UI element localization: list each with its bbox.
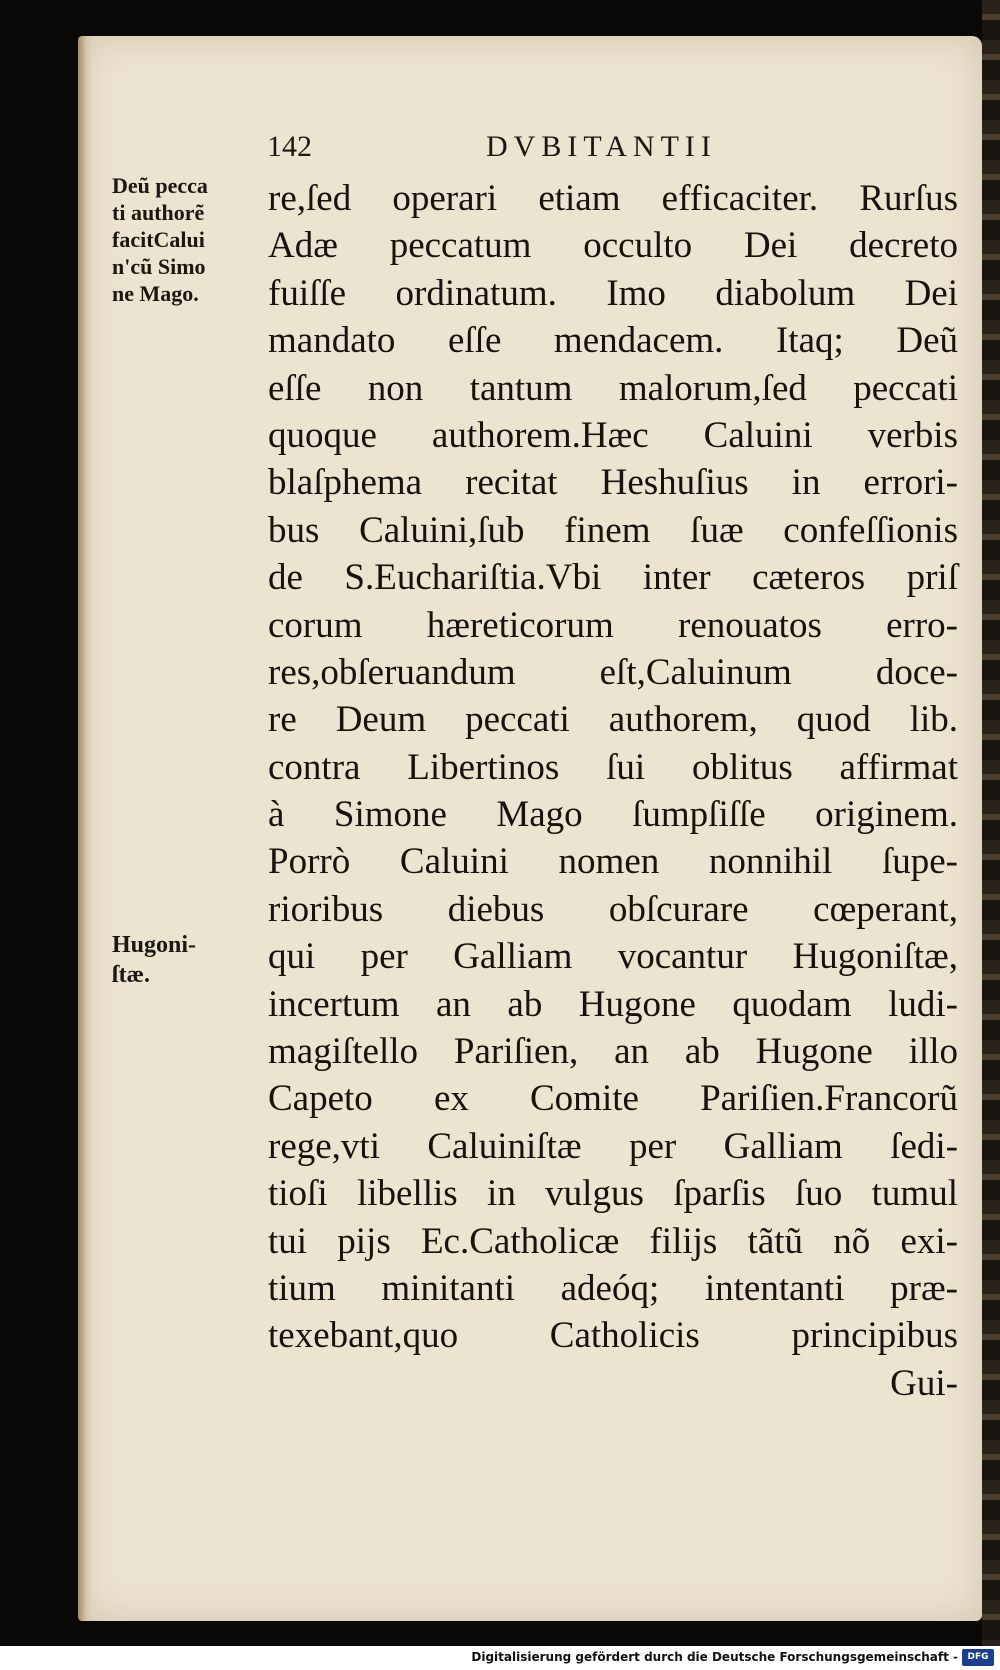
marginal-note-2 — [112, 930, 196, 990]
book-edge — [982, 0, 1000, 1646]
text-line: blaſphema recitat Heshuſius in errori- — [268, 462, 958, 504]
marginal-line: ne Mago. — [112, 281, 199, 306]
marginal-line: ſtæ. — [112, 962, 150, 988]
catchword: Gui- — [890, 1362, 958, 1404]
text-line: Capeto ex Comite Pariſien.Francorũ — [268, 1078, 958, 1120]
footer-credit: Digitalisierung gefördert durch die Deutsche Forschungsgemeinschaft - — [471, 1650, 958, 1664]
text-line: re Deum peccati authorem, quod lib. — [268, 699, 958, 741]
text-line: tui pijs Ec.Catholicæ filijs tãtũ nõ exi- — [268, 1220, 958, 1262]
text-line: texebant,quo Catholicis principibus — [268, 1315, 958, 1357]
page-number: 142 — [267, 130, 312, 163]
text-line: fuiſſe ordinatum. Imo diabolum Dei — [268, 272, 958, 314]
marginal-note-1 — [112, 172, 208, 307]
text-line: bus Caluini,ſub finem ſuæ confeſſionis — [268, 509, 958, 551]
dfg-logo: DFG — [962, 1649, 994, 1666]
text-line: res,obſeruandum eſt,Caluinum doce- — [268, 651, 958, 693]
running-head — [0, 130, 1000, 170]
marginal-line: Hugoni- — [112, 932, 197, 958]
text-line: incertum an ab Hugone quodam ludi- — [268, 983, 958, 1025]
text-line: Porrò Caluini nomen nonnihil ſupe- — [268, 841, 958, 883]
text-line: corum hæreticorum renouatos erro- — [268, 604, 958, 646]
text-line: magiſtello Pariſien, an ab Hugone illo — [268, 1031, 958, 1073]
text-line: mandato eſſe mendacem. Itaq; Deũ — [268, 320, 958, 362]
marginal-line: facitCalui — [112, 227, 205, 252]
text-line: à Simone Mago ſumpſiſſe originem. — [268, 794, 958, 836]
text-line: rege,vti Caluiniſtæ per Galliam ſedi- — [268, 1125, 958, 1167]
text-line: Adæ peccatum occulto Dei decreto — [268, 225, 958, 267]
marginal-line: Deũ pecca — [112, 173, 208, 198]
digitization-footer — [0, 1646, 1000, 1670]
text-line: tioſi libellis in vulgus ſparſis ſuo tumul — [268, 1173, 958, 1215]
body-text — [268, 175, 958, 1407]
running-title: DVBITANTII — [486, 130, 717, 163]
text-line: eſſe non tantum malorum,ſed peccati — [268, 367, 958, 409]
text-line: rioribus diebus obſcurare cœperant, — [268, 888, 958, 930]
marginal-line: n'cũ Simo — [112, 254, 206, 279]
text-line: contra Libertinos ſui oblitus affirmat — [268, 746, 958, 788]
text-line: quoque authorem.Hæc Caluini verbis — [268, 414, 958, 456]
marginal-line: ti authorẽ — [112, 200, 205, 225]
text-line: re,ſed operari etiam efficaciter. Rurſus — [268, 178, 958, 219]
text-line: tium minitanti adeóq; intentanti præ- — [268, 1267, 958, 1309]
text-line: qui per Galliam vocantur Hugoniſtæ, — [268, 936, 958, 978]
text-line: de S.Euchariſtia.Vbi inter cæteros priſ — [268, 557, 958, 599]
